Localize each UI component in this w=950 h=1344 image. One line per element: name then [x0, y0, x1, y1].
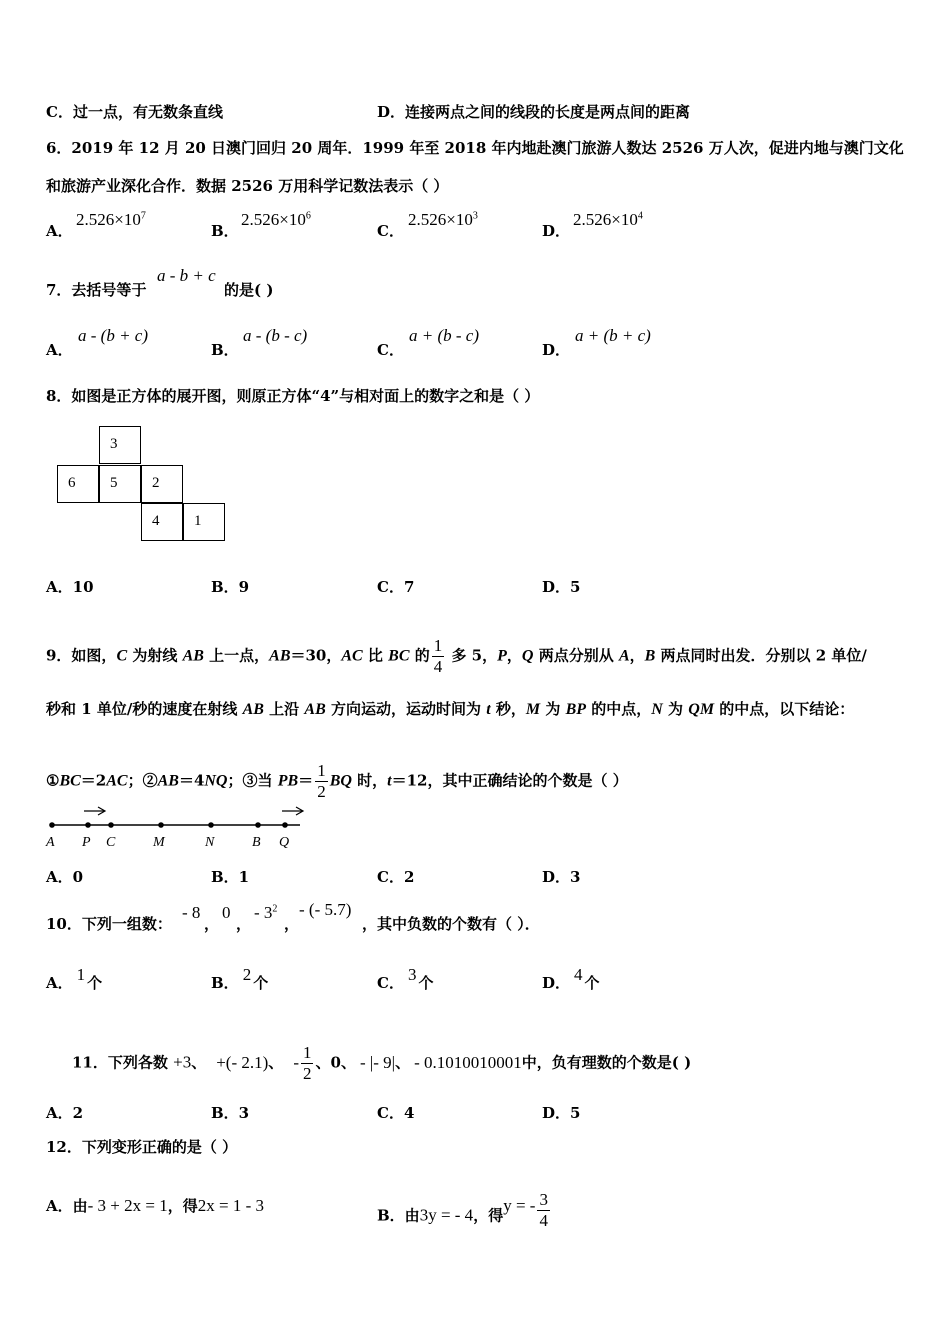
q5-option-c: C．过一点，有无数条直线	[46, 103, 223, 121]
q10-number-1: - 8	[182, 903, 201, 922]
q6-option-d-label: D．	[542, 222, 571, 240]
point-b	[255, 822, 261, 828]
fraction-one-half: $\frac{1}{2}$	[317, 761, 326, 801]
q6-stem-line2: 和旅游产业深化合作．数据 2526 万用科学记数法表示（ ）	[46, 177, 449, 195]
q10-number-4: - (- 5.7)	[299, 900, 352, 919]
q8-option-a: A．10	[46, 578, 94, 596]
q9-option-b: B．1	[211, 868, 250, 886]
q7-stem-suffix: 的是( )	[224, 281, 274, 299]
q11-option-b: B．3	[211, 1104, 250, 1122]
q7-option-d-label: D．	[542, 341, 571, 359]
q12-stem: 12．下列变形正确的是（ ）	[46, 1138, 238, 1156]
q7-stem-expr: a - b + c	[157, 266, 216, 285]
q10-sep-2: ，	[236, 915, 252, 933]
q10-number-3: - $3^2$	[254, 903, 278, 922]
q11-option-c: C．4	[377, 1104, 415, 1122]
point-p	[85, 822, 91, 828]
q6-option-c-expr: $2.526\times 10^3$	[408, 210, 478, 229]
point-m	[158, 822, 164, 828]
point-n	[208, 822, 214, 828]
arrow-q-icon	[282, 807, 303, 815]
q6-option-d-expr: $2.526\times 10^4$	[573, 210, 643, 229]
q7-option-c-label: C．	[377, 341, 404, 359]
q8-stem: 8．如图是正方体的展开图，则原正方体“4”与相对面上的数字之和是（ ）	[46, 387, 540, 405]
q7-option-a-label: A．	[46, 341, 73, 359]
fraction-three-quarters: $\frac{3}{4}$	[539, 1190, 548, 1230]
q6-stem-line1: 6．2019 年 12 月 20 日澳门回归 20 周年．1999 年至 2018 年内地赴澳门旅游人数达 2526 万人次，促进内地与澳门文化	[46, 139, 904, 157]
q9-option-d: D．3	[542, 868, 581, 886]
point-q	[282, 822, 288, 828]
q9-stem-line2: 秒和 1 单位/秒的速度在射线 AB 上沿 AB 方向运动，运动时间为 t 秒，M 为 BP 的中点，N 为 QM 的中点，以下结论：	[46, 700, 855, 718]
q10-option-d: D． 4 个	[542, 965, 600, 992]
q7-option-c-expr: a + (b - c)	[409, 326, 480, 345]
q7-stem-prefix: 7．去括号等于	[46, 281, 147, 299]
q7-option-b-expr: a - (b - c)	[243, 326, 308, 345]
point-label: B	[252, 835, 261, 850]
q7-option-a-expr: a - (b + c)	[78, 326, 149, 345]
q11-option-d: D．5	[542, 1104, 581, 1122]
net-cell: 6	[57, 465, 99, 503]
ray-diagram	[40, 800, 320, 855]
q9-stem-line3: ①BC＝2AC；②AB＝4NQ；③当 PB＝ $\frac{1}{2}$ BQ 时，t＝12，其中正确结论的个数是（ ）	[46, 761, 628, 801]
q10-sep-3: ，	[284, 915, 300, 933]
q8-option-c: C．7	[377, 578, 415, 596]
point-label: N	[205, 835, 215, 850]
q7-option-b-label: B．	[211, 341, 239, 359]
q8-option-d: D．5	[542, 578, 581, 596]
net-cell: 4	[141, 503, 183, 541]
q12-option-a: A．由- 3 + 2x = 1，得2x = 1 - 3	[46, 1196, 264, 1215]
point-label: P	[82, 835, 91, 850]
q10-number-2: 0	[222, 903, 231, 922]
q11-option-a: A．2	[46, 1104, 84, 1122]
q10-sep-1: ，	[204, 915, 220, 933]
q10-option-a: A． 1 个	[46, 965, 103, 992]
q6-option-a-expr: $2.526\times 10^7$	[76, 210, 146, 229]
point-a	[49, 822, 55, 828]
q6-option-b-expr: $2.526\times 10^6$	[241, 210, 311, 229]
point-label: Q	[279, 835, 290, 850]
arrow-p-icon	[84, 807, 105, 815]
q7-option-d-expr: a + (b + c)	[575, 326, 651, 345]
q12-option-b: B．由3y = - 4，得y = - $\frac{3}{4}$	[377, 1190, 548, 1230]
fraction-one-quarter: $\frac{1}{4}$	[433, 636, 443, 676]
q10-option-c: C． 3 个	[377, 965, 434, 992]
q10-stem-prefix: 10．下列一组数：	[46, 915, 172, 933]
q8-option-b: B．9	[211, 578, 250, 596]
point-label: A	[46, 835, 55, 850]
fraction-one-half: $\frac{1}{2}$	[302, 1043, 312, 1083]
q9-option-c: C．2	[377, 868, 415, 886]
point-c	[108, 822, 114, 828]
q11-stem: 11．下列各数 +3、 +(- 2.1)、 - $\frac{1}{2}$ 、0、 - |- 9|、 - 0.1010010001中，负有理数的个数是( )	[72, 1043, 692, 1083]
point-label: C	[106, 835, 116, 850]
q9-stem-line1: 9．如图，C 为射线 AB 上一点，AB＝30，AC 比 BC 的 $\frac{1}{4}$ 多 5，P，Q 两点分别从 A，B 两点同时出发．分别以 2 单位/	[46, 636, 867, 676]
net-cell: 3	[99, 426, 141, 464]
net-cell: 5	[99, 465, 141, 503]
net-cell: 1	[183, 503, 225, 541]
q6-option-b-label: B．	[211, 222, 239, 240]
q10-stem-suffix: ，其中负数的个数有（ ）．	[362, 915, 540, 933]
q10-option-b: B． 2 个	[211, 965, 269, 992]
q6-option-c-label: C．	[377, 222, 404, 240]
net-cell: 2	[141, 465, 183, 503]
q9-option-a: A．0	[46, 868, 84, 886]
q6-option-a-label: A．	[46, 222, 73, 240]
q5-option-d: D．连接两点之间的线段的长度是两点间的距离	[377, 103, 691, 121]
point-label: M	[153, 835, 165, 850]
